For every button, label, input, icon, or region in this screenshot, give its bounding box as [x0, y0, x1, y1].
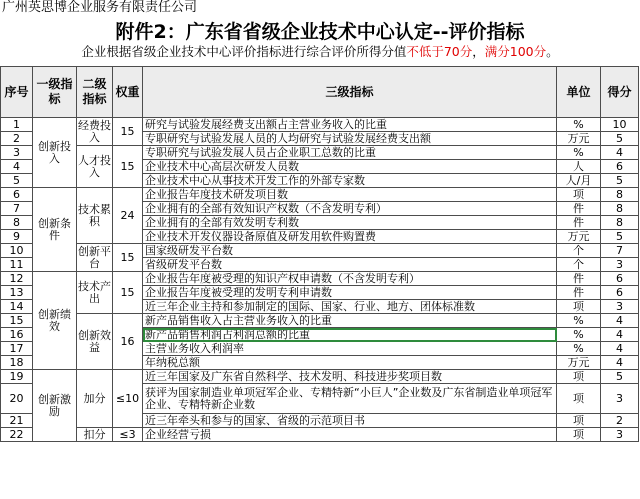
- score-cell: 3: [601, 300, 639, 314]
- score-cell: 2: [601, 414, 639, 428]
- indicator-text: 近三年牵头和参与的国家、省级的示范项目书: [143, 414, 557, 428]
- indicator-text: 企业报告年度被受理的发明专利申请数: [143, 286, 557, 300]
- score-cell: 3: [601, 258, 639, 272]
- indicator-text: 企业技术开发仪器设备原值及研发用软件购置费: [143, 230, 557, 244]
- weight-cell: 15: [113, 244, 143, 272]
- level2-cell: 扣分: [77, 428, 113, 442]
- weight-cell: 24: [113, 188, 143, 244]
- score-cell: 7: [601, 244, 639, 258]
- indicator-text: 专职研究与试验发展人员的人均研究与试验发展经费支出额: [143, 132, 557, 146]
- level2-cell: 人才投入: [77, 146, 113, 188]
- row-number: 15: [1, 314, 33, 328]
- indicator-text: 国家级研发平台数: [143, 244, 557, 258]
- score-cell: 5: [601, 230, 639, 244]
- row-number: 8: [1, 216, 33, 230]
- row-number: 12: [1, 272, 33, 286]
- subtitle-full-marks: 满分100分: [484, 44, 547, 59]
- unit-cell: 件: [557, 272, 601, 286]
- unit-cell: %: [557, 328, 601, 342]
- table-row: [1, 370, 639, 384]
- indicator-text: 企业拥有的全部有效发明专利数: [143, 216, 557, 230]
- score-cell: 6: [601, 272, 639, 286]
- score-cell: 5: [601, 174, 639, 188]
- unit-cell: 项: [557, 414, 601, 428]
- row-number: 19: [1, 370, 33, 384]
- subtitle-prefix: 企业根据省级企业技术中心评价指标进行综合评价所得分值: [81, 44, 407, 59]
- indicator-text: 近三年企业主持和参加制定的国际、国家、行业、地方、团体标准数: [143, 300, 557, 314]
- level2-cell: 创新平台: [78, 244, 111, 270]
- row-number: 5: [1, 174, 33, 188]
- page-subtitle: [0, 44, 640, 60]
- score-cell: 5: [601, 370, 639, 384]
- score-cell: 8: [601, 188, 639, 202]
- table-row: [1, 244, 639, 258]
- score-cell: 4: [601, 356, 639, 370]
- weight-cell: 15: [113, 272, 143, 314]
- header-weight: 权重: [113, 67, 143, 118]
- unit-cell: 项: [557, 428, 601, 442]
- indicator-text: 企业拥有的全部有效知识产权数（不含发明专利）: [143, 202, 557, 216]
- row-number: 14: [1, 300, 33, 314]
- company-name: 广州英思博企业服务有限责任公司: [2, 0, 198, 15]
- unit-cell: %: [557, 146, 601, 160]
- row-number: 22: [1, 428, 33, 442]
- unit-cell: %: [557, 314, 601, 328]
- score-cell: 6: [601, 286, 639, 300]
- level1-cell: 创新投入: [33, 118, 77, 188]
- indicator-text: 企业技术中心从事技术开发工作的外部专家数: [143, 174, 557, 188]
- score-cell: 5: [601, 132, 639, 146]
- score-cell: 3: [601, 428, 639, 442]
- unit-cell: 项: [557, 384, 601, 414]
- indicator-text: 省级研发平台数: [143, 258, 557, 272]
- unit-cell: 万元: [557, 132, 601, 146]
- evaluation-table: [0, 66, 639, 442]
- score-cell: 10: [601, 118, 639, 132]
- row-number: 16: [1, 328, 33, 342]
- score-cell: 4: [601, 342, 639, 356]
- table-row: [1, 314, 639, 328]
- unit-cell: 万元: [557, 230, 601, 244]
- score-cell: 3: [601, 384, 639, 414]
- indicator-text: 企业报告年度技术研发项目数: [143, 188, 557, 202]
- row-number: 7: [1, 202, 33, 216]
- indicator-text: 企业报告年度被受理的知识产权申请数（不含发明专利）: [143, 272, 557, 286]
- unit-cell: 万元: [557, 356, 601, 370]
- row-number: 4: [1, 160, 33, 174]
- unit-cell: 项: [557, 370, 601, 384]
- row-number: 6: [1, 188, 33, 202]
- indicator-text: 近三年国家及广东省自然科学、技术发明、科技进步奖项目数: [143, 370, 557, 384]
- row-number: 17: [1, 342, 33, 356]
- row-number: 11: [1, 258, 33, 272]
- subtitle-suffix: 。: [546, 44, 559, 59]
- unit-cell: 人: [557, 160, 601, 174]
- table-header-row: [1, 67, 639, 118]
- header-no: 序号: [1, 67, 33, 118]
- score-cell: 4: [601, 328, 639, 342]
- unit-cell: 项: [557, 188, 601, 202]
- row-number: 13: [1, 286, 33, 300]
- subtitle-min-requirement: 不低于70分: [406, 44, 473, 59]
- level1-cell: 创新激励: [33, 370, 77, 442]
- weight-cell: ≤3: [113, 428, 143, 442]
- row-number: 9: [1, 230, 33, 244]
- score-cell: 8: [601, 216, 639, 230]
- level2-cell: 技术累积: [77, 188, 113, 244]
- level2-cell: 技术产出: [77, 272, 113, 314]
- unit-cell: 件: [557, 202, 601, 216]
- indicator-text: 获评为国家制造业单项冠军企业、专精特新“小巨人”企业数及广东省制造业单项冠军企业、专精特新企业数: [143, 384, 557, 414]
- indicator-text: 新产品销售收入占主营业务收入的比重: [143, 314, 557, 328]
- header-level2: 二级指标: [77, 67, 113, 118]
- score-cell: 6: [601, 160, 639, 174]
- header-unit: 单位: [557, 67, 601, 118]
- indicator-text: 企业技术中心高层次研发人员数: [143, 160, 557, 174]
- level1-cell: 创新绩效: [33, 272, 77, 370]
- header-level3: 三级指标: [143, 67, 557, 118]
- table-row: [1, 428, 639, 442]
- unit-cell: %: [557, 118, 601, 132]
- header-level1: 一级指标: [33, 67, 77, 118]
- unit-cell: 个: [557, 244, 601, 258]
- unit-cell: 个: [557, 258, 601, 272]
- page-title: 附件2：广东省省级企业技术中心认定--评价指标: [115, 21, 525, 43]
- row-number: 10: [1, 244, 33, 258]
- level2-cell: 加分: [77, 370, 113, 428]
- header-score: 得分: [601, 67, 639, 118]
- table-row: [1, 146, 639, 160]
- row-number: 20: [1, 384, 33, 414]
- unit-cell: 项: [557, 300, 601, 314]
- table-row: [1, 118, 639, 132]
- row-number: 18: [1, 356, 33, 370]
- indicator-text: 专职研究与试验发展人员占企业职工总数的比重: [143, 146, 557, 160]
- row-number: 3: [1, 146, 33, 160]
- weight-cell: 16: [113, 314, 143, 370]
- unit-cell: %: [557, 342, 601, 356]
- table-row: [1, 188, 639, 202]
- level1-cell: 创新条件: [33, 188, 77, 272]
- unit-cell: 人/月: [557, 174, 601, 188]
- indicator-text: 企业经营亏损: [143, 428, 557, 442]
- row-number: 2: [1, 132, 33, 146]
- indicator-text: 年纳税总额: [143, 356, 557, 370]
- level2-cell: 经费投入: [78, 118, 111, 144]
- score-cell: 8: [601, 202, 639, 216]
- row-number: 21: [1, 414, 33, 428]
- weight-cell: 15: [113, 118, 143, 146]
- unit-cell: 件: [557, 286, 601, 300]
- level2-cell: 创新效益: [77, 314, 113, 370]
- weight-cell: 15: [113, 146, 143, 188]
- indicator-text: 主营业务收入利润率: [143, 342, 557, 356]
- unit-cell: 件: [557, 216, 601, 230]
- row-number: 1: [1, 118, 33, 132]
- weight-cell: ≤10: [113, 370, 143, 428]
- indicator-text: 研究与试验发展经费支出额占主营业务收入的比重: [143, 118, 557, 132]
- selected-cell[interactable]: 新产品销售利润占利润总额的比重: [143, 328, 557, 342]
- score-cell: 4: [601, 314, 639, 328]
- table-row: [1, 272, 639, 286]
- score-cell: 4: [601, 146, 639, 160]
- subtitle-separator: ，: [472, 44, 485, 59]
